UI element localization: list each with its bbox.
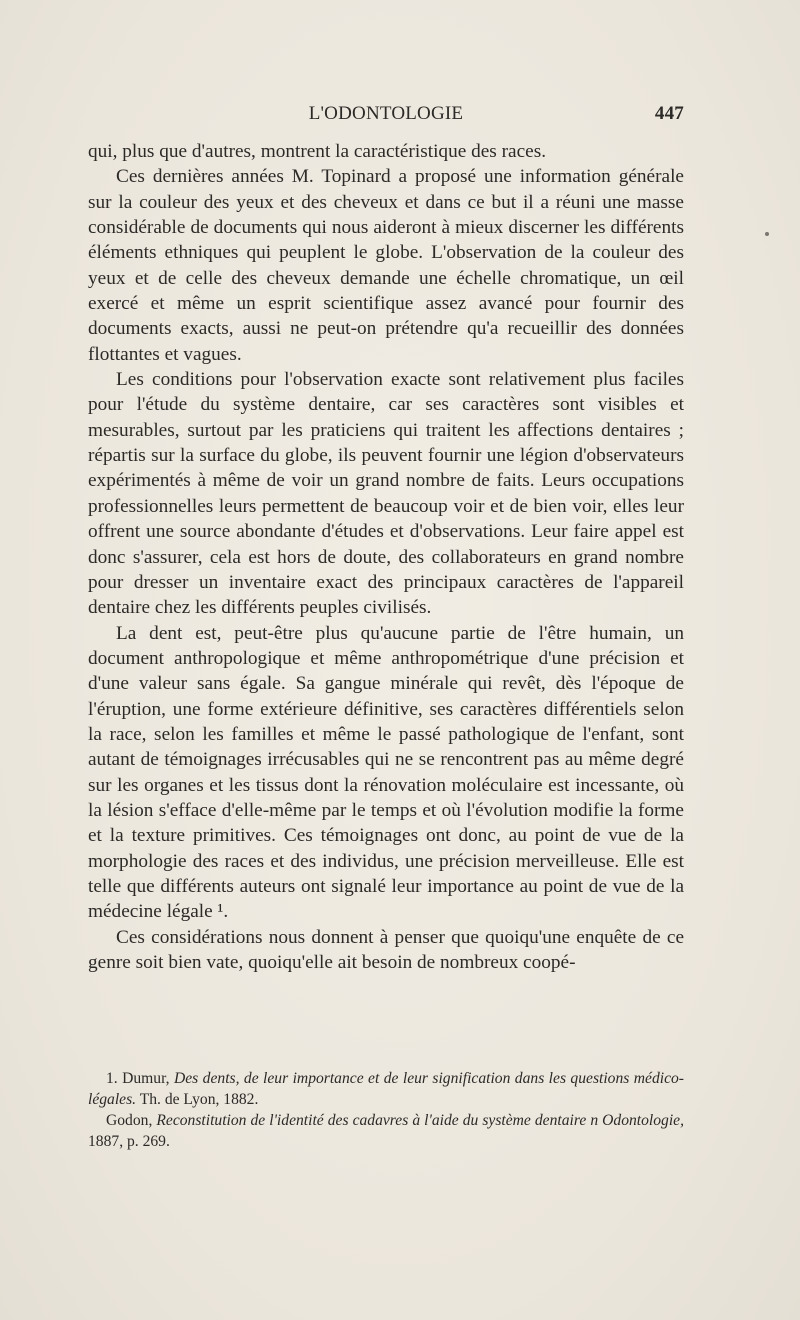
- footnote-title: Des dents, de leur importance et de leur signification dans les questions médico-légales.: [88, 1070, 684, 1108]
- paragraph: Ces considérations nous donnent à penser que quoiqu'une enquête de ce genre soit bien vate, quoiqu'elle ait besoin de nombreux coopé-: [88, 926, 684, 973]
- page-header: [88, 103, 684, 133]
- paragraph: Ces dernières années M. Topinard a proposé une information générale sur la couleur des yeux et des cheveux et dans ce but il a réuni une masse considérable de documents qui nous aideront à mieux discerner les différents éléments ethniques qui peuplent le globe. L'observation de la couleur des yeux et de celle des cheveux demande une échelle chromatique, un œil exercé et même un esprit scientifique assez avancé pour fournir des documents exacts, aussi ne peut-on prétendre qu'a recueillir des données flottantes et vagues.: [88, 166, 684, 365]
- footnotes: [88, 1068, 684, 1152]
- body-text: [88, 139, 684, 975]
- footnote: [88, 1068, 684, 1110]
- paragraph: La dent est, peut-être plus qu'aucune partie de l'être humain, un document anthropologique et même anthropométrique d'une précision et d'une valeur sans égale. Sa gangue minérale qui revêt, dès l'époque de l'éruption, une forme extérieure définitive, ses caractères différentiels selon la race, selon les familles et même le passé pathologique de l'enfant, sont autant de témoignages irrécusables qui ne se rencontrent pas au même degré sur les organes et les tissus dont la rénovation moléculaire est incessante, où la lésion s'efface d'elle-même par le temps et où l'évolution modifie la forme et la texture primitives. Ces témoignages ont donc, au point de vue de la morphologie des races et des individus, une précision merveilleuse. Elle est telle que différents auteurs ont signalé leur importance au point de vue de la médecine légale ¹.: [88, 622, 684, 923]
- footnote-title: Reconstitution de l'identité des cadavres à l'aide du système dentaire: [156, 1112, 587, 1129]
- footnote-source: Th. de Lyon, 1882.: [136, 1091, 259, 1108]
- paragraph: Les conditions pour l'observation exacte sont relativement plus faciles pour l'étude du système dentaire, car ses caractères sont visibles et mesurables, surtout par les praticiens qui traitent les affections dentaires ; répartis sur la surface du globe, ils peuvent fournir une légion d'observateurs expérimentés à même de voir un grand nombre de faits. Leurs occupations professionnelles leurs permettent de beaucoup voir et de bien voir, elles leur offrent une source abondante d'études et d'observations. Leur faire appel est donc s'assurer, cela est hors de doute, des collaborateurs en grand nombre pour dresser un inventaire exact des principaux caractères de l'appareil dentaire chez les différents peuples civilisés.: [88, 369, 684, 619]
- paper-speck: [765, 232, 769, 236]
- footnote: [88, 1110, 684, 1152]
- footnote-author: 1. Dumur,: [106, 1070, 174, 1087]
- footnote-source: 1887, p. 269.: [88, 1133, 170, 1150]
- paragraph: qui, plus que d'autres, montrent la caractéristique des races.: [88, 141, 547, 162]
- footnote-author: Godon,: [106, 1112, 157, 1129]
- page-number: 447: [654, 103, 684, 124]
- footnote-journal: n Odontologie,: [590, 1112, 685, 1129]
- running-title: L'ODONTOLOGIE: [308, 103, 464, 124]
